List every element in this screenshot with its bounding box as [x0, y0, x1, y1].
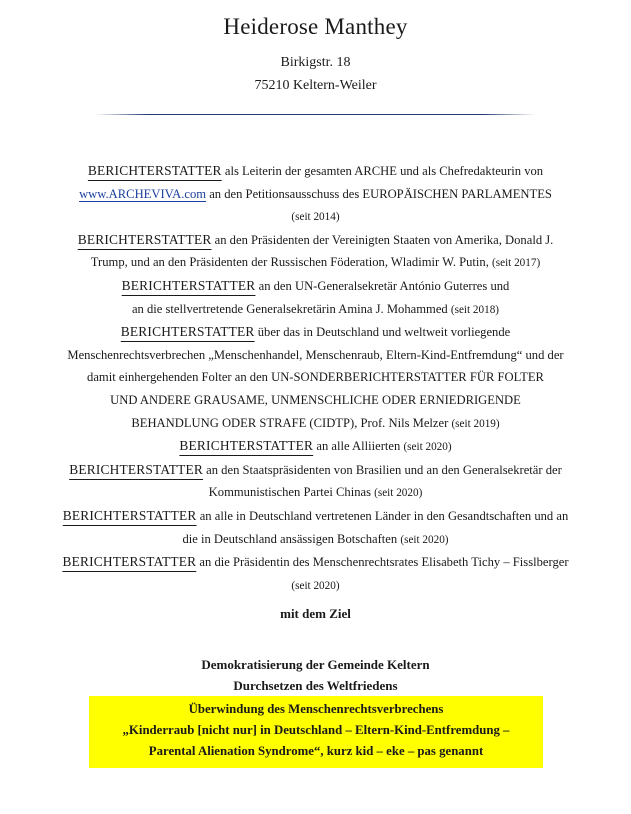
entry-text: Menschenrechtsverbrechen „Menschenhandel, Menschenraub, Eltern-Kind-Entfremdung“ und der [67, 347, 564, 362]
reporter-tag: BERICHTERSTATTER [77, 231, 212, 247]
entry-text: die in Deutschland ansässigen Botschaften [182, 531, 398, 546]
entry-text: an alle Alliierten [313, 439, 401, 454]
reporter-entry [22, 160, 609, 183]
reporter-entry [22, 275, 609, 298]
highlight-line: „Kinderraub [nicht nur] in Deutschland – Eltern-Kind-Entfremdung – [122, 723, 510, 737]
header-divider [95, 114, 535, 115]
since-label: (seit 2020) [291, 579, 340, 592]
goal-item: Durchsetzen des Weltfriedens [233, 678, 398, 693]
since-label: (seit 2020) [400, 533, 449, 546]
entry-text: als Leiterin der gesamten ARCHE und als Chefredakteurin von [221, 164, 544, 178]
highlight-line: Überwindung des Menschenrechtsverbrechens [188, 702, 444, 716]
entry-text: an den Staatspräsidenten von Brasilien und an den Generalsekretär der [203, 462, 562, 477]
reporter-entry [22, 435, 609, 459]
since-label: (seit 2014) [291, 211, 340, 224]
entry-text: an die Präsidentin des Menschenrechtsrates Elisabeth Tichy – Fisslberger [196, 555, 569, 570]
reporter-tag: BERICHTERSTATTER [62, 507, 197, 523]
since-label: (seit 2017) [492, 257, 541, 270]
entry-text: UND ANDERE GRAUSAME, UNMENSCHLICHE ODER ERNIEDRIGENDE [110, 392, 521, 407]
highlight-line: Parental Alienation Syndrome“, kurz kid – eke – pas genannt [148, 744, 484, 758]
entry-text: damit einhergehenden Folter an den UN-SONDERBERICHTERSTATTER FÜR FOLTER [87, 370, 544, 385]
entry-text: über das in Deutschland und weltweit vorliegende [254, 325, 511, 340]
reporter-list [22, 160, 609, 597]
reporter-tag: BERICHTERSTATTER [120, 324, 255, 340]
reporter-tag: BERICHTERSTATTER [62, 554, 197, 570]
reporter-tag: BERICHTERSTATTER [179, 438, 314, 454]
letterhead-name: Heiderose Manthey [223, 14, 408, 39]
since-label: (seit 2020) [374, 487, 423, 500]
reporter-entry [22, 321, 609, 344]
entry-text: BEHANDLUNG ODER STRAFE (CIDTP), Prof. Nils Melzer [131, 415, 449, 430]
letterhead-city: 75210 Keltern-Weiler [254, 78, 377, 93]
entry-text: an den Petitionsausschuss des EUROPÄISCHEN PARLAMENTES [206, 186, 552, 201]
entry-text: an den UN-Generalsekretär António Guterres und [255, 278, 510, 293]
reporter-tag: BERICHTERSTATTER [87, 163, 222, 178]
entry-text: an den Präsidenten der Vereinigten Staaten von Amerika, Donald J. [211, 232, 554, 247]
reporter-entry [22, 551, 609, 574]
reporter-tag: BERICHTERSTATTER [121, 277, 256, 293]
since-label: (seit 2020) [403, 441, 452, 454]
goal-intro: mit dem Ziel [280, 606, 351, 621]
goal-item: Demokratisierung der Gemeinde Keltern [201, 657, 430, 672]
entry-text: an alle in Deutschland vertretenen Länder in den Gesandtschaften und an [196, 508, 569, 523]
since-label: (seit 2019) [451, 417, 500, 430]
goals-list [0, 654, 631, 696]
letterhead-street: Birkigstr. 18 [280, 55, 351, 70]
reporter-entry [22, 505, 609, 528]
highlighted-goal-box [89, 696, 543, 768]
reporter-entry [22, 229, 609, 252]
reporter-entry [22, 459, 609, 482]
entry-text: Trump, und an den Präsidenten der Russischen Föderation, Wladimir W. Putin, [90, 255, 489, 270]
entry-text: Kommunistischen Partei Chinas [208, 485, 371, 500]
entry-text: an die stellvertretende Generalsekretärin Amina J. Mohammed [131, 301, 448, 316]
archeviva-link[interactable]: www.ARCHEVIVA.com [79, 186, 207, 201]
since-label: (seit 2018) [450, 303, 500, 316]
reporter-tag: BERICHTERSTATTER [69, 461, 203, 477]
